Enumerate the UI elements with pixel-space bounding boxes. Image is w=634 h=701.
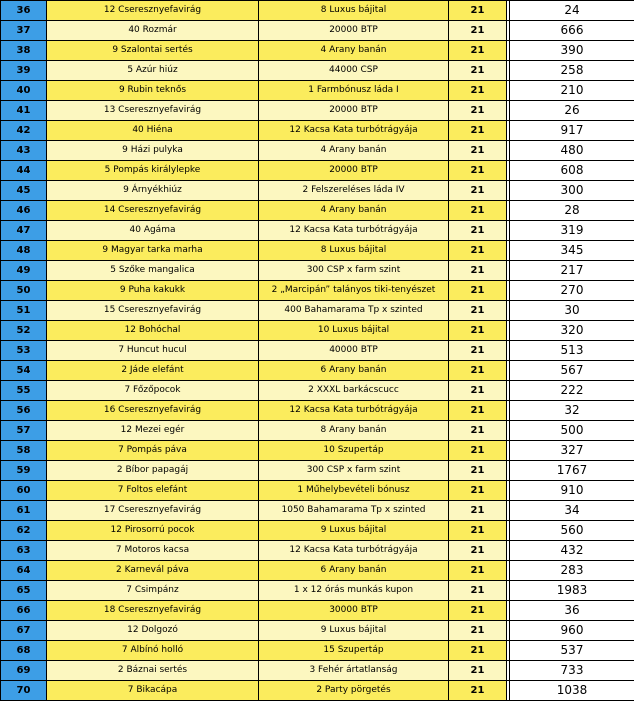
count-cell: 36 <box>510 601 634 621</box>
count-cell: 480 <box>510 141 634 161</box>
level-cell: 21 <box>449 521 507 541</box>
row-number: 63 <box>1 541 47 561</box>
level-cell: 21 <box>449 641 507 661</box>
row-number: 50 <box>1 281 47 301</box>
table-row <box>1 601 634 621</box>
count-cell: 432 <box>510 541 634 561</box>
animal-cell: 9 Puha kakukk <box>47 281 259 301</box>
row-number: 44 <box>1 161 47 181</box>
reward-cell: 300 CSP x farm szint <box>259 261 449 281</box>
row-number: 56 <box>1 401 47 421</box>
row-number: 54 <box>1 361 47 381</box>
animal-cell: 7 Foltos elefánt <box>47 481 259 501</box>
level-cell: 21 <box>449 201 507 221</box>
animal-cell: 12 Dolgozó <box>47 621 259 641</box>
reward-cell: 300 CSP x farm szint <box>259 461 449 481</box>
level-cell: 21 <box>449 581 507 601</box>
level-cell: 21 <box>449 61 507 81</box>
level-cell: 21 <box>449 661 507 681</box>
table-row <box>1 621 634 641</box>
row-number: 52 <box>1 321 47 341</box>
animal-cell: 7 Pompás páva <box>47 441 259 461</box>
level-cell: 21 <box>449 441 507 461</box>
reward-cell: 2 Felszereléses láda IV <box>259 181 449 201</box>
table-row <box>1 481 634 501</box>
reward-cell: 12 Kacsa Kata turbótrágyája <box>259 121 449 141</box>
reward-cell: 40000 BTP <box>259 341 449 361</box>
animal-cell: 9 Szalontai sertés <box>47 41 259 61</box>
table-row <box>1 41 634 61</box>
row-number: 51 <box>1 301 47 321</box>
table-row <box>1 341 634 361</box>
level-cell: 21 <box>449 361 507 381</box>
row-number: 39 <box>1 61 47 81</box>
count-cell: 319 <box>510 221 634 241</box>
count-cell: 30 <box>510 301 634 321</box>
reward-cell: 6 Arany banán <box>259 361 449 381</box>
animal-cell: 7 Csimpánz <box>47 581 259 601</box>
row-number: 58 <box>1 441 47 461</box>
animal-cell: 7 Huncut hucul <box>47 341 259 361</box>
level-cell: 21 <box>449 401 507 421</box>
reward-cell: 9 Luxus bájital <box>259 521 449 541</box>
level-cell: 21 <box>449 1 507 21</box>
count-cell: 222 <box>510 381 634 401</box>
animal-cell: 9 Magyar tarka marha <box>47 241 259 261</box>
table-row <box>1 361 634 381</box>
reward-cell: 12 Kacsa Kata turbótrágyája <box>259 541 449 561</box>
table-row <box>1 441 634 461</box>
table-row <box>1 681 634 701</box>
reward-cell: 1 x 12 órás munkás kupon <box>259 581 449 601</box>
reward-cell: 2 Party pörgetés <box>259 681 449 701</box>
animal-cell: 18 Cseresznyefavirág <box>47 601 259 621</box>
row-number: 42 <box>1 121 47 141</box>
animal-cell: 12 Pirosorrú pocok <box>47 521 259 541</box>
level-cell: 21 <box>449 181 507 201</box>
count-cell: 513 <box>510 341 634 361</box>
count-cell: 500 <box>510 421 634 441</box>
level-cell: 21 <box>449 621 507 641</box>
count-cell: 258 <box>510 61 634 81</box>
count-cell: 32 <box>510 401 634 421</box>
row-number: 62 <box>1 521 47 541</box>
row-number: 48 <box>1 241 47 261</box>
count-cell: 210 <box>510 81 634 101</box>
count-cell: 1767 <box>510 461 634 481</box>
row-number: 41 <box>1 101 47 121</box>
table-row <box>1 241 634 261</box>
reward-cell: 4 Arany banán <box>259 201 449 221</box>
reward-cell: 2 „Marcipán” talányos tiki-tenyészet <box>259 281 449 301</box>
table-row <box>1 421 634 441</box>
animal-cell: 2 Karnevál páva <box>47 561 259 581</box>
table-row <box>1 541 634 561</box>
level-cell: 21 <box>449 301 507 321</box>
table-row <box>1 641 634 661</box>
reward-cell: 400 Bahamarama Tp x szinted <box>259 301 449 321</box>
level-cell: 21 <box>449 541 507 561</box>
count-cell: 537 <box>510 641 634 661</box>
row-number: 60 <box>1 481 47 501</box>
animal-cell: 17 Cseresznyefavirág <box>47 501 259 521</box>
row-number: 65 <box>1 581 47 601</box>
row-number: 69 <box>1 661 47 681</box>
reward-cell: 1 Farmbónusz láda I <box>259 81 449 101</box>
animal-cell: 40 Rozmár <box>47 21 259 41</box>
animal-cell: 9 Házi pulyka <box>47 141 259 161</box>
level-cell: 21 <box>449 601 507 621</box>
row-number: 68 <box>1 641 47 661</box>
reward-cell: 1050 Bahamarama Tp x szinted <box>259 501 449 521</box>
table-row <box>1 141 634 161</box>
count-cell: 917 <box>510 121 634 141</box>
count-cell: 390 <box>510 41 634 61</box>
table-row <box>1 221 634 241</box>
level-cell: 21 <box>449 81 507 101</box>
level-cell: 21 <box>449 141 507 161</box>
level-cell: 21 <box>449 461 507 481</box>
animal-cell: 15 Cseresznyefavirág <box>47 301 259 321</box>
count-cell: 26 <box>510 101 634 121</box>
animal-cell: 9 Árnyékhiúz <box>47 181 259 201</box>
row-number: 38 <box>1 41 47 61</box>
level-cell: 21 <box>449 341 507 361</box>
row-number: 61 <box>1 501 47 521</box>
animal-cell: 7 Motoros kacsa <box>47 541 259 561</box>
table-row <box>1 181 634 201</box>
count-cell: 24 <box>510 1 634 21</box>
count-cell: 1983 <box>510 581 634 601</box>
reward-cell: 8 Luxus bájital <box>259 1 449 21</box>
reward-cell: 12 Kacsa Kata turbótrágyája <box>259 401 449 421</box>
table-row <box>1 561 634 581</box>
reward-cell: 10 Luxus bájital <box>259 321 449 341</box>
count-cell: 960 <box>510 621 634 641</box>
reward-cell: 44000 CSP <box>259 61 449 81</box>
count-cell: 608 <box>510 161 634 181</box>
level-cell: 21 <box>449 41 507 61</box>
animal-cell: 14 Cseresznyefavirág <box>47 201 259 221</box>
row-number: 53 <box>1 341 47 361</box>
animal-cell: 7 Bikacápa <box>47 681 259 701</box>
reward-cell: 9 Luxus bájital <box>259 621 449 641</box>
row-number: 37 <box>1 21 47 41</box>
row-number: 49 <box>1 261 47 281</box>
count-cell: 270 <box>510 281 634 301</box>
table-row <box>1 321 634 341</box>
reward-cell: 4 Arany banán <box>259 141 449 161</box>
animal-cell: 2 Bíbor papagáj <box>47 461 259 481</box>
reward-cell: 12 Kacsa Kata turbótrágyája <box>259 221 449 241</box>
row-number: 66 <box>1 601 47 621</box>
table-row <box>1 661 634 681</box>
row-number: 43 <box>1 141 47 161</box>
row-number: 36 <box>1 1 47 21</box>
row-number: 46 <box>1 201 47 221</box>
level-cell: 21 <box>449 681 507 701</box>
reward-cell: 15 Szupertáp <box>259 641 449 661</box>
count-cell: 910 <box>510 481 634 501</box>
count-cell: 327 <box>510 441 634 461</box>
table-row <box>1 61 634 81</box>
table-row <box>1 501 634 521</box>
reward-cell: 20000 BTP <box>259 101 449 121</box>
animal-cell: 7 Albínó holló <box>47 641 259 661</box>
level-cell: 21 <box>449 121 507 141</box>
animal-cell: 16 Cseresznyefavirág <box>47 401 259 421</box>
reward-cell: 2 XXXL barkácscucc <box>259 381 449 401</box>
reward-cell: 8 Luxus bájital <box>259 241 449 261</box>
row-number: 59 <box>1 461 47 481</box>
table-row <box>1 81 634 101</box>
table-row <box>1 261 634 281</box>
table-row <box>1 521 634 541</box>
level-cell: 21 <box>449 481 507 501</box>
count-cell: 560 <box>510 521 634 541</box>
animal-cell: 13 Cseresznyefavirág <box>47 101 259 121</box>
count-cell: 567 <box>510 361 634 381</box>
animal-cell: 5 Szőke mangalica <box>47 261 259 281</box>
reward-cell: 3 Fehér ártatlanság <box>259 661 449 681</box>
table-row <box>1 121 634 141</box>
row-number: 40 <box>1 81 47 101</box>
table-row <box>1 381 634 401</box>
table-row <box>1 21 634 41</box>
table-row <box>1 401 634 421</box>
level-cell: 21 <box>449 21 507 41</box>
table-row <box>1 101 634 121</box>
level-cell: 21 <box>449 561 507 581</box>
level-cell: 21 <box>449 161 507 181</box>
animal-cell: 7 Főzőpocok <box>47 381 259 401</box>
count-cell: 666 <box>510 21 634 41</box>
reward-cell: 10 Szupertáp <box>259 441 449 461</box>
row-number: 67 <box>1 621 47 641</box>
quest-table-body <box>1 1 634 701</box>
table-row <box>1 581 634 601</box>
reward-cell: 8 Arany banán <box>259 421 449 441</box>
animal-cell: 5 Azúr hiúz <box>47 61 259 81</box>
row-number: 55 <box>1 381 47 401</box>
animal-cell: 40 Hiéna <box>47 121 259 141</box>
table-row <box>1 1 634 21</box>
table-row <box>1 281 634 301</box>
level-cell: 21 <box>449 261 507 281</box>
count-cell: 345 <box>510 241 634 261</box>
row-number: 47 <box>1 221 47 241</box>
table-row <box>1 161 634 181</box>
animal-cell: 9 Rubin teknős <box>47 81 259 101</box>
level-cell: 21 <box>449 101 507 121</box>
level-cell: 21 <box>449 221 507 241</box>
reward-cell: 1 Műhelybevételi bónusz <box>259 481 449 501</box>
animal-cell: 12 Mezei egér <box>47 421 259 441</box>
count-cell: 28 <box>510 201 634 221</box>
reward-cell: 20000 BTP <box>259 21 449 41</box>
level-cell: 21 <box>449 501 507 521</box>
level-cell: 21 <box>449 421 507 441</box>
animal-cell: 5 Pompás királylepke <box>47 161 259 181</box>
animal-cell: 40 Agáma <box>47 221 259 241</box>
reward-cell: 6 Arany banán <box>259 561 449 581</box>
row-number: 64 <box>1 561 47 581</box>
reward-cell: 30000 BTP <box>259 601 449 621</box>
count-cell: 1038 <box>510 681 634 701</box>
count-cell: 283 <box>510 561 634 581</box>
row-number: 45 <box>1 181 47 201</box>
table-row <box>1 301 634 321</box>
count-cell: 300 <box>510 181 634 201</box>
count-cell: 733 <box>510 661 634 681</box>
animal-cell: 2 Báznai sertés <box>47 661 259 681</box>
table-row <box>1 201 634 221</box>
count-cell: 217 <box>510 261 634 281</box>
reward-cell: 20000 BTP <box>259 161 449 181</box>
reward-cell: 4 Arany banán <box>259 41 449 61</box>
level-cell: 21 <box>449 321 507 341</box>
animal-cell: 12 Bohóchal <box>47 321 259 341</box>
animal-cell: 12 Cseresznyefavirág <box>47 1 259 21</box>
table-row <box>1 461 634 481</box>
row-number: 70 <box>1 681 47 701</box>
count-cell: 34 <box>510 501 634 521</box>
count-cell: 320 <box>510 321 634 341</box>
level-cell: 21 <box>449 241 507 261</box>
row-number: 57 <box>1 421 47 441</box>
animal-cell: 2 Jáde elefánt <box>47 361 259 381</box>
level-cell: 21 <box>449 281 507 301</box>
level-cell: 21 <box>449 381 507 401</box>
